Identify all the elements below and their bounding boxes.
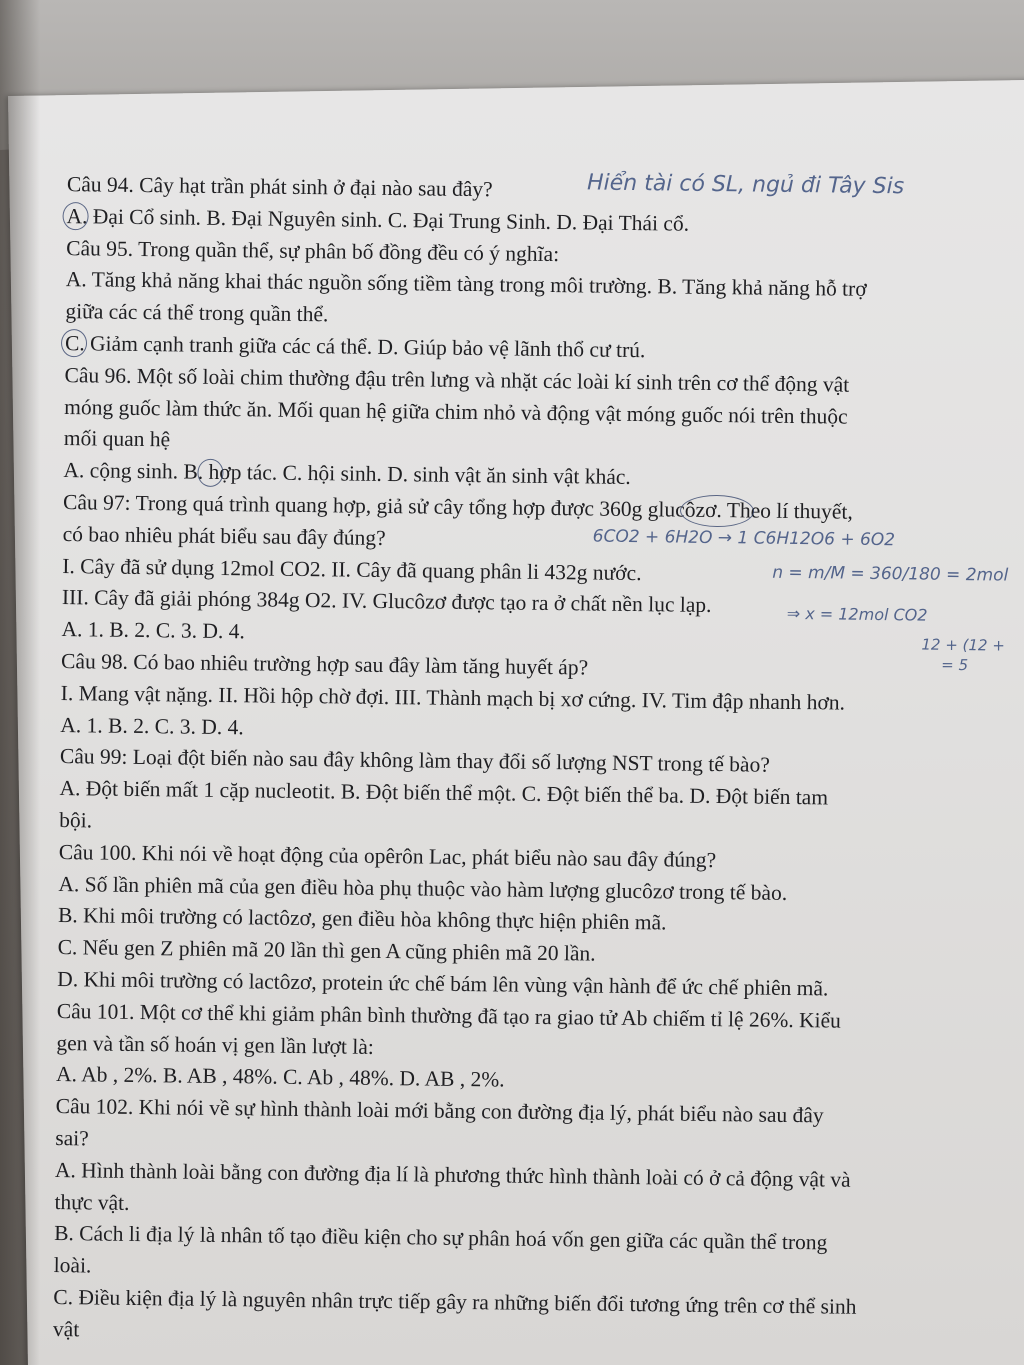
question-95: Câu 95. Trong quần thể, sự phân bố đồng đều có ý nghĩa:: [66, 235, 560, 266]
question-94: Câu 94. Cây hạt trần phát sinh ở đại nào sau đây?: [66, 172, 493, 202]
question-100: Câu 100. Khi nói về hoạt động của opêrôn Lac, phát biểu nào sau đây đúng?: [58, 839, 717, 872]
question-98: Câu 98. Có bao nhiêu trường hợp sau đây làm tăng huyết áp?: [60, 648, 589, 680]
answer-102-a-line-2: thực vật.: [54, 1189, 130, 1215]
question-96-line-2: móng guốc làm thức ăn. Mối quan hệ giữa chim nhỏ và động vật móng guốc nói trên thuộc: [64, 394, 848, 429]
answer-102-c-line-2: vật: [52, 1316, 80, 1342]
handwritten-result: = 5: [941, 655, 969, 675]
answer-102-a-line-1: A. Hình thành loài bằng con đường địa lí là phương thức hình thành loài có ở cả động vật và: [54, 1157, 851, 1192]
answer-circle-95: [61, 329, 87, 357]
statement-98: I. Mang vật nặng. II. Hồi hộp chờ đợi. III. Thành mạch bị xơ cứng. IV. Tim đập nhanh hơn.: [60, 680, 846, 715]
handwritten-equation: 6CO2 + 6H2O → 1 C6H12O6 + 6O2: [592, 526, 896, 551]
answer-102-b-line-1: B. Cách li địa lý là nhân tố tạo điều kiện cho sự phân hoá vốn gen giữa các quần thể trong: [54, 1221, 828, 1255]
statement-97-2: III. Cây đã giải phóng 384g O2. IV. Glucôzơ được tạo ra ở chất nền lục lạp.: [61, 585, 712, 618]
answer-97: A. 1. B. 2. C. 3. D. 4.: [61, 617, 246, 644]
answer-100-b: B. Khi môi trường có lactôzơ, gen điều hòa không thực hiện phiên mã.: [57, 903, 667, 935]
answer-100-c: C. Nếu gen Z phiên mã 20 lần thì gen A cũng phiên mã 20 lần.: [57, 935, 596, 966]
question-101-line-2: gen và tần số hoán vị gen lần lượt là:: [56, 1030, 374, 1059]
answer-94: A. Đại Cổ sinh. B. Đại Nguyên sinh. C. Đại Trung Sinh. D. Đại Thái cổ.: [66, 203, 690, 236]
answer-95-line-1: A. Tăng khả năng khai thác nguồn sống tiềm tàng trong môi trường. B. Tăng khả năng hỗ trợ: [65, 267, 867, 302]
handwritten-note-q94: Hiển tài có SL, ngủ đi Tây Sis: [586, 170, 905, 200]
question-102-line-1: Câu 102. Khi nói về sự hình thành loài mới bằng con đường địa lý, phát biểu nào sau đây: [55, 1094, 824, 1128]
exam-paper: [8, 80, 1024, 1365]
answer-95-line-3: C. Giảm cạnh tranh giữa các cá thể. D. Giúp bảo vệ lãnh thổ cư trú.: [64, 331, 646, 363]
answer-102-c-line-1: C. Điều kiện địa lý là nguyên nhân trực tiếp gây ra những biến đổi tương ứng trên cơ thể sinh: [53, 1284, 857, 1319]
question-99: Câu 99: Loại đột biến nào sau đây không làm thay đổi số lượng NST trong tế bào?: [59, 744, 770, 778]
answer-101: A. Ab , 2%. B. AB , 48%. C. Ab , 48%. D. AB , 2%.: [55, 1062, 505, 1092]
question-97-line-1: Câu 97: Trong quá trình quang hợp, giả sử cây tổng hợp được 360g glucôzơ. Theo lí thuyết,: [62, 490, 853, 524]
answer-96: A. cộng sinh. B. hợp tác. C. hội sinh. D. sinh vật ăn sinh vật khác.: [63, 458, 631, 490]
question-96-line-3: mối quan hệ: [63, 426, 171, 452]
question-96-line-1: Câu 96. Một số loài chim thường đậu trên lưng và nhặt các loài kí sinh trên cơ thể động vật: [64, 362, 850, 397]
answer-95-line-2: giữa các cá thể trong quần thể.: [65, 299, 329, 327]
answer-99-line-1: A. Đột biến mất 1 cặp nucleotit. B. Đột biến thể một. C. Đột biến thể ba. D. Đột biến tam: [59, 776, 829, 810]
answer-98: A. 1. B. 2. C. 3. D. 4.: [60, 712, 244, 739]
handwritten-sum: 12 + (12 +: [921, 635, 1005, 655]
question-101-line-1: Câu 101. Một cơ thể khi giảm phân bình thường đã tạo ra giao tử Ab chiếm tỉ lệ 26%. Kiểu: [56, 998, 842, 1033]
answer-99-line-2: bội.: [59, 807, 93, 833]
exam-text: [53, 169, 1017, 1357]
handwritten-moles: n = m/M = 360/180 = 2mol: [772, 562, 1009, 586]
handwritten-co2: ⇒ x = 12mol CO2: [786, 603, 928, 625]
answer-100-d: D. Khi môi trường có lactôzơ, protein ức chế bám lên vùng vận hành để ức chế phiên mã.: [57, 966, 829, 1001]
question-102-line-2: sai?: [55, 1125, 89, 1151]
question-97-line-2: có bao nhiêu phát biểu sau đây đúng?: [62, 521, 386, 550]
answer-102-b-line-2: loài.: [53, 1253, 92, 1278]
statement-97-1: I. Cây đã sử dụng 12mol CO2. II. Cây đã quang phân li 432g nước.: [62, 553, 642, 585]
answer-100-a: A. Số lần phiên mã của gen điều hòa phụ thuộc vào hàm lượng glucôzơ trong tế bào.: [58, 871, 788, 905]
